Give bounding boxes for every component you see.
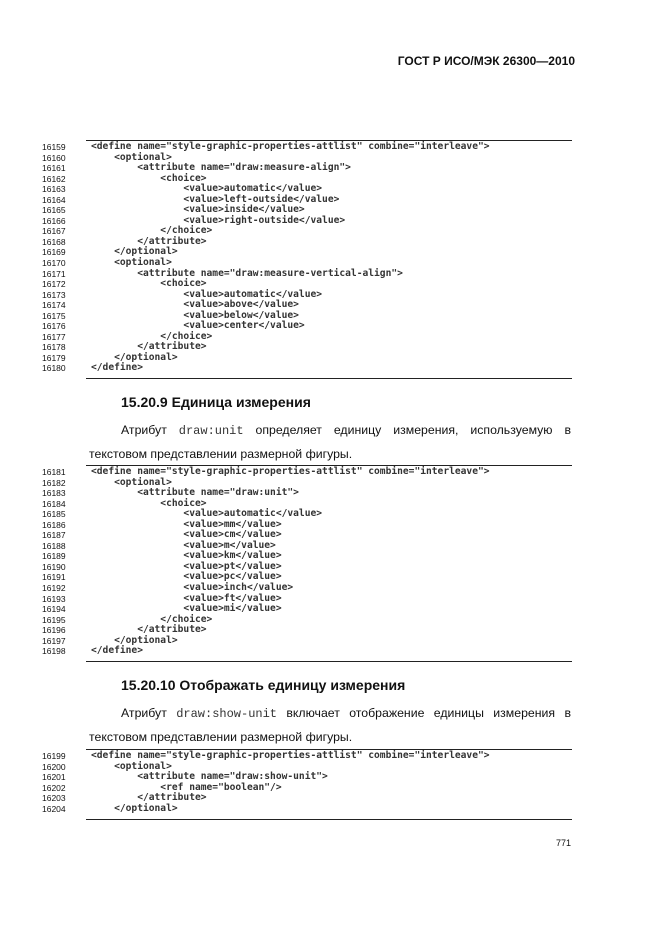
line-number: 16170 (42, 258, 66, 269)
line-number: 16196 (42, 625, 66, 636)
code-text: <optional> (91, 476, 172, 488)
line-number: 16195 (42, 614, 66, 625)
code-text: <value>km</value> (91, 550, 282, 562)
code-text: <value>m</value> (91, 539, 276, 551)
code-text: <optional> (91, 257, 172, 269)
line-number: 16202 (42, 782, 66, 793)
line-number: 16166 (42, 215, 66, 226)
section-heading-15-20-10: 15.20.10 Отображать единицу измерения (121, 677, 406, 693)
line-number: 16174 (42, 300, 66, 311)
line-number: 16200 (42, 761, 66, 772)
code-text: <define name="style-graphic-properties-attlist" combine="interleave"> (91, 750, 490, 761)
code-text: <value>automatic</value> (91, 288, 323, 300)
line-number: 16201 (42, 772, 66, 783)
code-block-3-bottom-rule (86, 819, 572, 820)
line-number: 16192 (42, 583, 66, 594)
code-text: <value>ft</value> (91, 592, 282, 604)
line-number: 16169 (42, 247, 66, 258)
code-text: <optional> (91, 760, 172, 772)
line-number: 16177 (42, 331, 66, 342)
code-line (0, 646, 661, 657)
code-text: <value>inside</value> (91, 204, 305, 216)
line-number: 16164 (42, 194, 66, 205)
code-line (0, 142, 661, 153)
code-text: <choice> (91, 497, 207, 509)
code-text: </choice> (91, 613, 213, 625)
line-number: 16185 (42, 509, 66, 520)
line-number: 16167 (42, 226, 66, 237)
line-number: 16188 (42, 540, 66, 551)
code-text: <optional> (91, 151, 172, 163)
code-text: </define> (91, 645, 143, 657)
line-number: 16173 (42, 289, 66, 300)
line-number: 16168 (42, 236, 66, 247)
code-block-2 (0, 467, 661, 657)
code-text: </optional> (91, 246, 178, 258)
code-text: </choice> (91, 330, 213, 342)
line-number: 16199 (42, 751, 66, 761)
line-number: 16179 (42, 352, 66, 363)
paragraph-lead: Атрибут (121, 706, 177, 720)
paragraph-text-continued: текстовом представлении размерной фигуры. (89, 447, 353, 461)
line-number: 16194 (42, 604, 66, 615)
code-text: </optional> (91, 802, 178, 814)
code-text: <choice> (91, 172, 207, 184)
line-number: 16189 (42, 551, 66, 562)
line-number: 16159 (42, 142, 66, 152)
attribute-code: draw:unit (178, 424, 244, 438)
line-number: 16172 (42, 279, 66, 290)
code-text: <value>above</value> (91, 299, 299, 311)
paragraph-text-continued: текстовом представлении размерной фигуры. (89, 730, 353, 744)
code-text: </attribute> (91, 624, 207, 636)
code-text: <value>cm</value> (91, 529, 282, 541)
code-text: <value>center</value> (91, 320, 305, 332)
line-number: 16183 (42, 488, 66, 499)
line-number: 16161 (42, 163, 66, 174)
line-number: 16160 (42, 152, 66, 163)
code-block-1 (0, 142, 661, 374)
code-text: <ref name="boolean"/> (91, 781, 282, 793)
line-number: 16203 (42, 793, 66, 804)
line-number: 16175 (42, 310, 66, 321)
line-number: 16191 (42, 572, 66, 583)
paragraph-lead: Атрибут (121, 423, 179, 437)
line-number: 16178 (42, 342, 66, 353)
code-line (0, 751, 661, 762)
line-number: 16187 (42, 530, 66, 541)
line-number: 16180 (42, 363, 66, 374)
code-text: <value>automatic</value> (91, 508, 323, 520)
line-number: 16190 (42, 561, 66, 572)
line-number: 16198 (42, 646, 66, 657)
line-number: 16181 (42, 467, 66, 477)
line-number: 16171 (42, 268, 66, 279)
code-block-3 (0, 751, 661, 814)
code-text: </optional> (91, 634, 178, 646)
code-text: <value>mi</value> (91, 603, 282, 615)
code-line (0, 804, 661, 815)
code-text: </attribute> (91, 341, 207, 353)
paragraph-text: определяет единицу измерения, используемую в (243, 423, 571, 437)
code-text: </attribute> (91, 792, 207, 804)
line-number: 16197 (42, 635, 66, 646)
line-number: 16163 (42, 184, 66, 195)
code-text: </optional> (91, 351, 178, 363)
section-heading-15-20-9: 15.20.9 Единица измерения (121, 394, 311, 410)
code-text: <attribute name="draw:unit"> (91, 487, 299, 499)
section-paragraph-15-20-10 (89, 702, 571, 749)
line-number: 16182 (42, 477, 66, 488)
code-text: <choice> (91, 278, 207, 290)
paragraph-text: включает отображение единицы измерения в (277, 706, 571, 720)
code-text: <value>below</value> (91, 309, 299, 321)
line-number: 16162 (42, 173, 66, 184)
page-number: 771 (555, 838, 571, 848)
line-number: 16193 (42, 593, 66, 604)
code-line (0, 583, 661, 594)
attribute-code: draw:show-unit (176, 707, 278, 721)
code-text: <attribute name="draw:show-unit"> (91, 771, 328, 783)
code-line (0, 467, 661, 478)
code-text: <value>mm</value> (91, 518, 282, 530)
code-text: </choice> (91, 225, 213, 237)
code-text: <value>inch</value> (91, 582, 294, 594)
code-text: <attribute name="draw:measure-vertical-align"> (91, 267, 403, 279)
code-line (0, 258, 661, 269)
code-text: </define> (91, 362, 143, 374)
line-number: 16204 (42, 803, 66, 814)
line-number: 16176 (42, 321, 66, 332)
line-number: 16186 (42, 519, 66, 530)
code-text: <attribute name="draw:measure-align"> (91, 162, 351, 174)
code-block-1-bottom-rule (86, 378, 572, 379)
code-block-2-bottom-rule (86, 661, 572, 662)
code-text: <define name="style-graphic-properties-attlist" combine="interleave"> (91, 466, 490, 477)
line-number: 16184 (42, 498, 66, 509)
section-paragraph-15-20-9 (89, 419, 571, 466)
code-text: <define name="style-graphic-properties-attlist" combine="interleave"> (91, 141, 490, 152)
code-text: <value>pt</value> (91, 560, 282, 572)
code-text: <value>right-outside</value> (91, 214, 346, 226)
code-text: <value>automatic</value> (91, 183, 323, 195)
line-number: 16165 (42, 205, 66, 216)
code-text: </attribute> (91, 235, 207, 247)
code-text: <value>left-outside</value> (91, 193, 340, 205)
document-header: ГОСТ Р ИСО/МЭК 26300—2010 (397, 54, 575, 68)
code-text: <value>pc</value> (91, 571, 282, 583)
code-line (0, 363, 661, 374)
